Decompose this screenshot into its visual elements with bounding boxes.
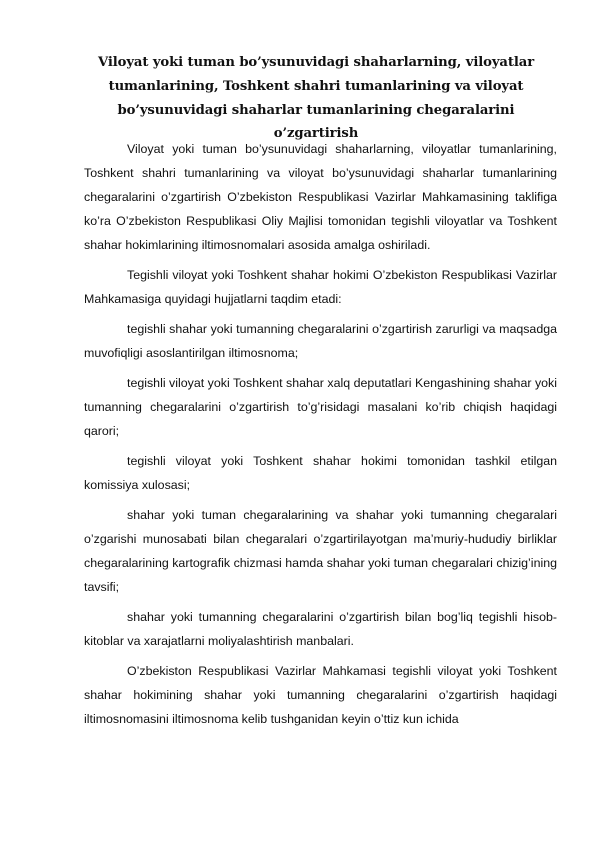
paragraph: Tegishli viloyat yoki Toshkent shahar hokimi O’zbekiston Respublikasi Vazirlar Mahkamasiga quyidagi hujjatlarni taqdim etadi: xyxy=(84,268,557,306)
paragraph: O’zbekiston Respublikasi Vazirlar Mahkamasi tegishli viloyat yoki Toshkent shahar hokimining shahar yoki tumanning chegaralarini o’zgartirish haqidagi iltimosnomasini iltimosnoma kelib tushganidan keyin o’ttiz kun ichida xyxy=(84,664,557,726)
paragraph: shahar yoki tumanning chegaralarini o’zgartirish bilan bog’liq tegishli hisob-kitoblar va xarajatlarni moliyalashtirish manbalari. xyxy=(84,610,557,648)
paragraph: tegishli shahar yoki tumanning chegaralarini o’zgartirish zarurligi va maqsadga muvofiqligi asoslantirilgan iltimosnoma; xyxy=(84,322,557,360)
paragraph: tegishli viloyat yoki Toshkent shahar xalq deputatlari Kengashining shahar yoki tumanning chegaralarini o’zgartirish to’g’risidagi masalani ko’rib chiqish haqidagi qarori; xyxy=(84,376,557,438)
document-body xyxy=(84,137,557,731)
paragraph: shahar yoki tuman chegaralarining va shahar yoki tumanning chegaralari o’zgarishi munosabati bilan chegaralari o’zgartirilayotgan ma’muriy-hududiy birliklar chegaralarining kartografik chizmasi hamda shahar yoki tuman chegaralari chizig’ining tavsifi; xyxy=(84,508,557,594)
paragraph: Viloyat yoki tuman bo’ysunuvidagi shaharlarning, viloyatlar tumanlarining, Toshkent shahri tumanlarining va viloyat bo’ysunuvidagi shaharlar tumanlarining chegaralarini o’zgartirish O’zbekiston Respublikasi Vazirlar Mahkamasining taklifiga ko’ra O’zbekiston Respublikasi Oliy Majlisi tomonidan tegishli viloyatlar va Toshkent shahar hokimlarining iltimosnomalari asosida amalga oshiriladi. xyxy=(84,142,557,252)
document-title: Viloyat yoki tuman bo’ysunuvidagi shaharlarning, viloyatlar tumanlarining, Toshkent shahri tumanlarining va viloyat bo’ysunuvidagi shaharlar tumanlarining chegaralarini o’zgartirish xyxy=(97,55,535,142)
paragraph: tegishli viloyat yoki Toshkent shahar hokimi tomonidan tashkil etilgan komissiya xulosasi; xyxy=(84,454,557,492)
